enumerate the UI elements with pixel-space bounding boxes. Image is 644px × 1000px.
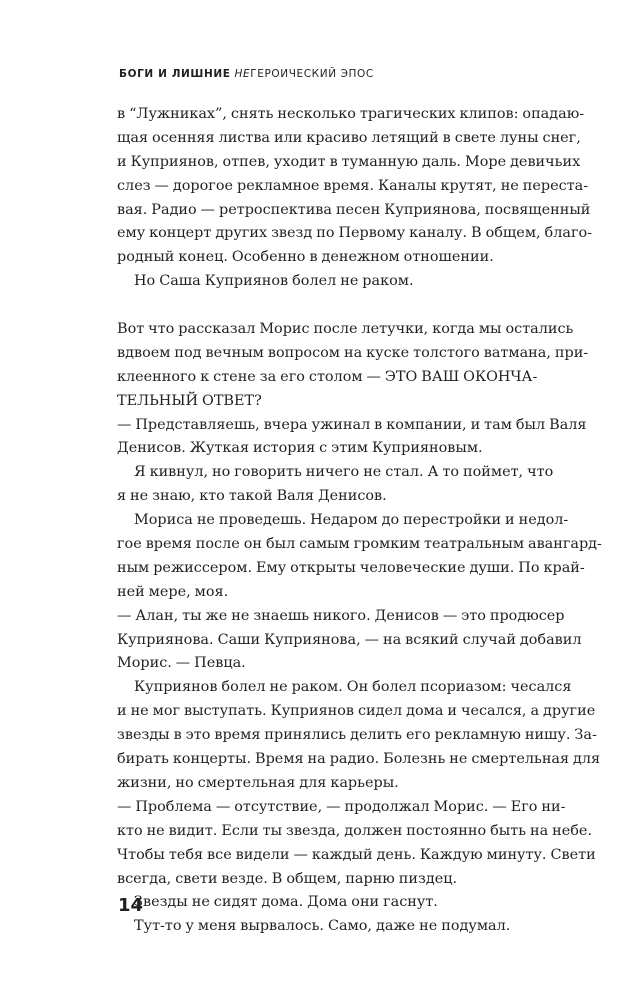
text-line: ным режиссером. Ему открыты человеческие души. По край- [117, 559, 585, 576]
text-line: Денисов. Жуткая история с этим Куприяновым. [117, 440, 483, 457]
text-line: вая. Радио — ретроспектива песен Куприянова, посвященный [117, 201, 591, 218]
text-line: бирать концерты. Время на радио. Болезнь не смертельная для [117, 751, 601, 768]
text-line: Куприянов болел не раком. Он болел псориазом: чесался [134, 679, 572, 696]
text-line: всегда, свети везде. В общем, парню пиздец. [117, 870, 458, 887]
text-line: в “Лужниках”, снять несколько трагических клипов: опадаю- [117, 106, 585, 122]
text-line: кто не видит. Если ты звезда, должен постоянно быть на небе. [117, 822, 593, 839]
text-line: звезды в это время принялись делить его рекламную нишу. За- [117, 727, 597, 744]
running-head [119, 68, 374, 80]
text-line: Чтобы тебя все видели — каждый день. Каждую минуту. Свети [117, 846, 596, 863]
text-line: жизни, но смертельная для карьеры. [117, 774, 399, 791]
text-line: я не знаю, кто такой Валя Денисов. [117, 488, 387, 505]
text-line: Звезды не сидят дома. Дома они гаснут. [134, 894, 438, 911]
text-line: ТЕЛЬНЫЙ ОТВЕТ? [117, 392, 262, 409]
text-line: Морис. — Певца. [117, 655, 246, 672]
text-line: щая осенняя листва или красиво летящий в свете луны снег, [117, 129, 581, 146]
text-line: Вот что рассказал Морис после летучки, когда мы остались [117, 321, 574, 338]
text-line: гое время после он был самым громким театральным авангард- [117, 536, 602, 553]
text-line: вдвоем под вечным вопросом на куске толстого ватмана, при- [117, 344, 589, 361]
text-line: Куприянова. Саши Куприянова, — на всякий случай добавил [117, 631, 582, 648]
text-line: ему концерт других звезд по Первому каналу. В общем, благо- [117, 225, 593, 242]
text-line: ней мере, моя. [117, 583, 229, 600]
dialogue-line: — Проблема — отсутствие, — продолжал Морис. — Его ни- [117, 798, 566, 815]
text-line: клеенного к стене за его столом — ЭТО ВАШ ОКОНЧА- [117, 368, 538, 385]
dialogue-line: — Представляешь, вчера ужинал в компании, и там был Валя [117, 416, 587, 433]
text-line: Но Саша Куприянов болел не раком. [134, 273, 414, 290]
blank-line [117, 294, 537, 318]
text-line: слез — дорогое рекламное время. Каналы крутят, не переста- [117, 177, 589, 194]
dialogue-line: — Алан, ты же не знаешь никого. Денисов — это продюсер [117, 607, 565, 624]
text-line: родный конец. Особенно в денежном отношении. [117, 249, 494, 266]
text-line: и Куприянов, отпев, уходит в туманную даль. Море девичьих [117, 153, 581, 170]
subtitle-rest: ГЕРОИЧЕСКИЙ ЭПОС [250, 68, 374, 80]
text-line: и не мог выступать. Куприянов сидел дома и чесался, а другие [117, 703, 596, 720]
text-line: Мориса не проведешь. Недаром до перестройки и недол- [134, 512, 569, 529]
text-line: Тут-то у меня вырвалось. Само, даже не подумал. [134, 918, 511, 935]
body-text [117, 103, 602, 939]
text-line: Я кивнул, но говорить ничего не стал. А то поймет, что [134, 464, 554, 481]
page-number: 14 [118, 895, 144, 916]
subtitle-prefix: НЕ [234, 68, 251, 80]
book-title: БОГИ И ЛИШНИЕ [119, 68, 231, 80]
